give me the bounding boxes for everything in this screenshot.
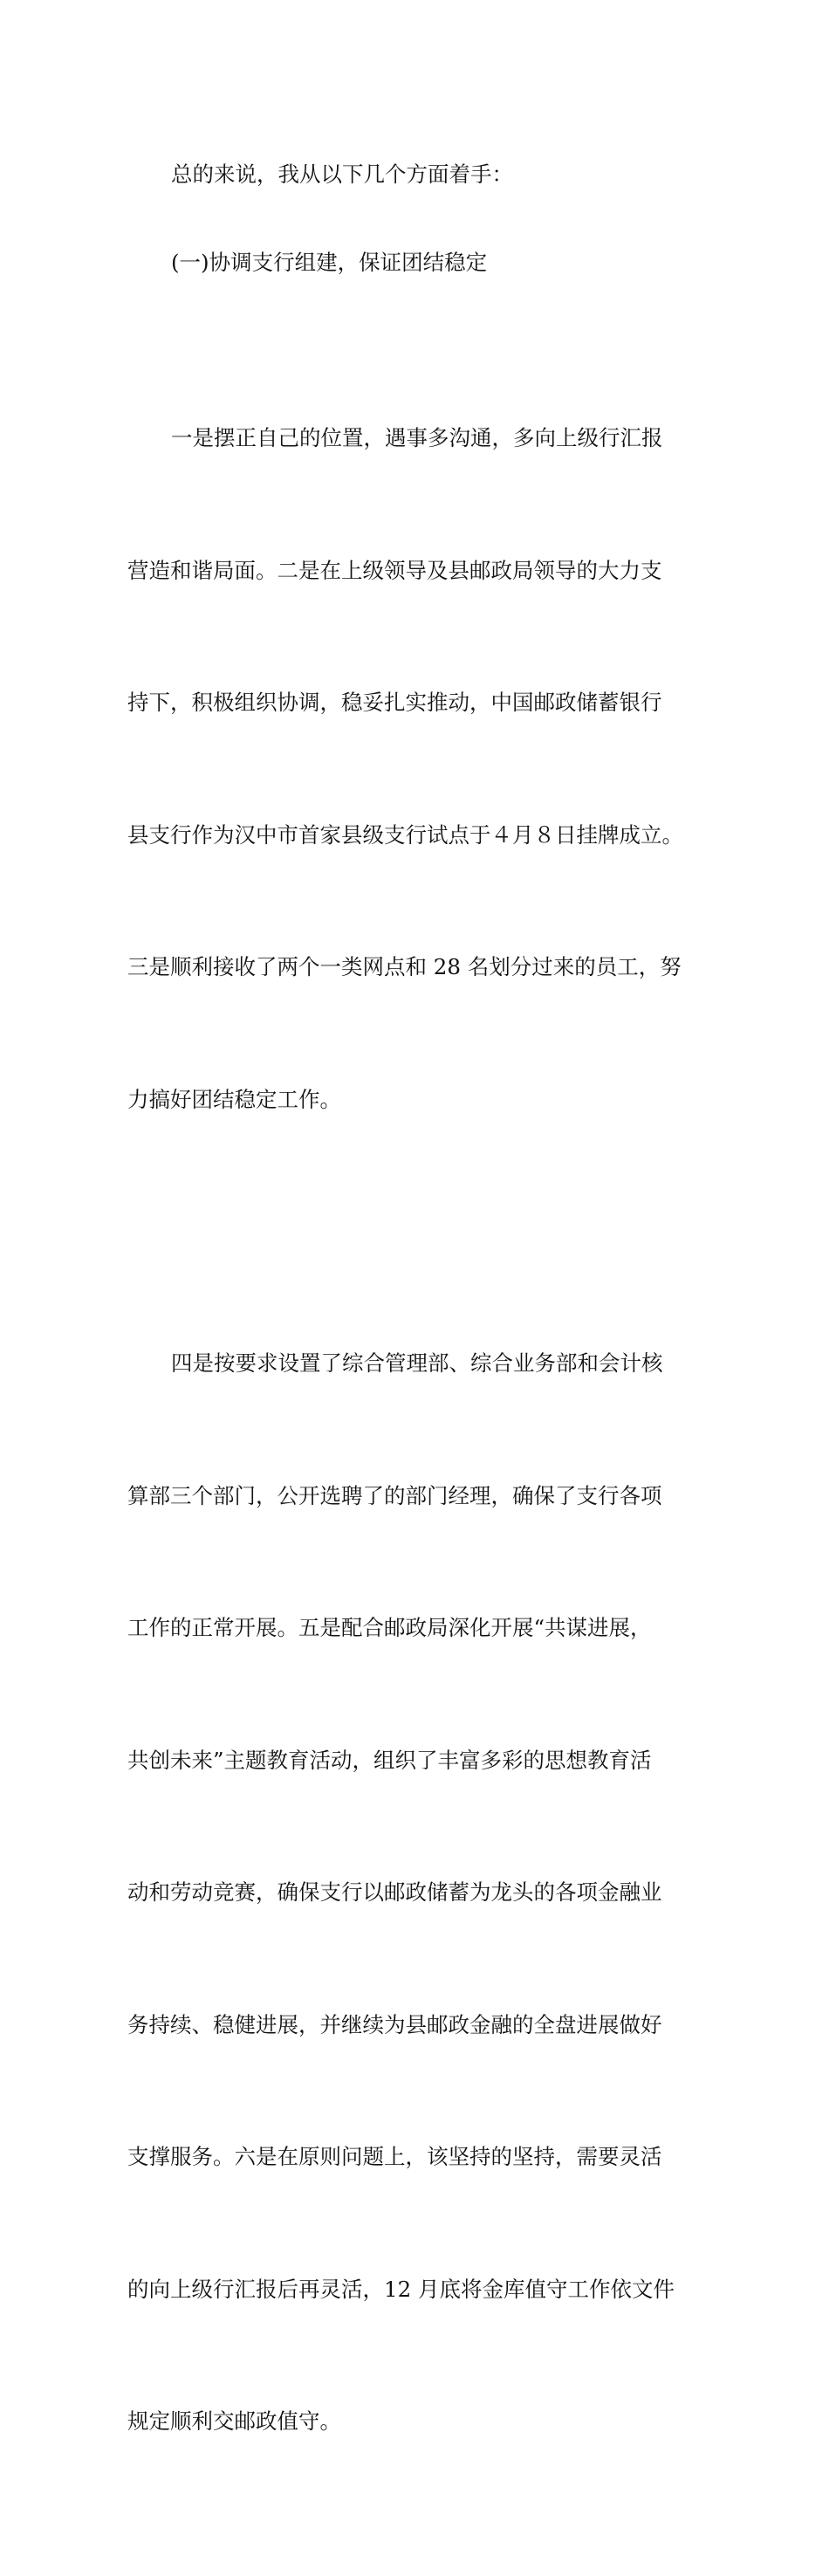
paragraph-line: 一是摆正自己的位置，遇事多沟通，多向上级行汇报 xyxy=(171,425,663,450)
paragraph-line: 营造和谐局面。二是在上级领导及县邮政局领导的大力支 xyxy=(127,557,662,583)
paragraph-line: 的向上级行汇报后再灵活，12 月底将金库值守工作依文件 xyxy=(127,2276,675,2302)
paragraph-line: 动和劳动竞赛，确保支行以邮政储蓄为龙头的各项金融业 xyxy=(127,1879,662,1905)
paragraph-line: 四是按要求设置了综合管理部、综合业务部和会计核 xyxy=(171,1350,663,1376)
paragraph-line: 力搞好团结稳定工作。 xyxy=(127,1086,341,1112)
paragraph-line: 工作的正常开展。五是配合邮政局深化开展“共谋进展， xyxy=(127,1615,652,1640)
paragraph-line: 持下，积极组织协调，稳妥扎实推动，中国邮政储蓄银行 xyxy=(127,690,662,715)
paragraph-line: 县支行作为汉中市首家县级支行试点于４月８日挂牌成立。 xyxy=(127,821,683,848)
paragraph-line: 支撑服务。六是在原则问题上，该坚持的坚持，需要灵活 xyxy=(127,2144,662,2169)
body-paragraph-2 xyxy=(127,1254,703,2532)
intro-paragraph: 总的来说，我从以下几个方面着手： xyxy=(171,161,513,187)
section-heading: (一)协调支行组建，保证团结稳定 xyxy=(171,249,488,275)
paragraph-line: 三是顺利接收了两个一类网点和 28 名划分过来的员工，努 xyxy=(127,954,682,979)
body-paragraph-1 xyxy=(127,328,703,1210)
paragraph-line: 算部三个部门，公开选聘了的部门经理，确保了支行各项 xyxy=(127,1482,662,1508)
paragraph-line: 务持续、稳健进展，并继续为县邮政金融的全盘进展做好 xyxy=(127,2011,662,2037)
document-body xyxy=(127,153,703,2576)
paragraph-line: 规定顺利交邮政值守。 xyxy=(127,2408,341,2434)
paragraph-line: 共创未来”主题教育活动，组织了丰富多彩的思想教育活 xyxy=(127,1747,652,1773)
